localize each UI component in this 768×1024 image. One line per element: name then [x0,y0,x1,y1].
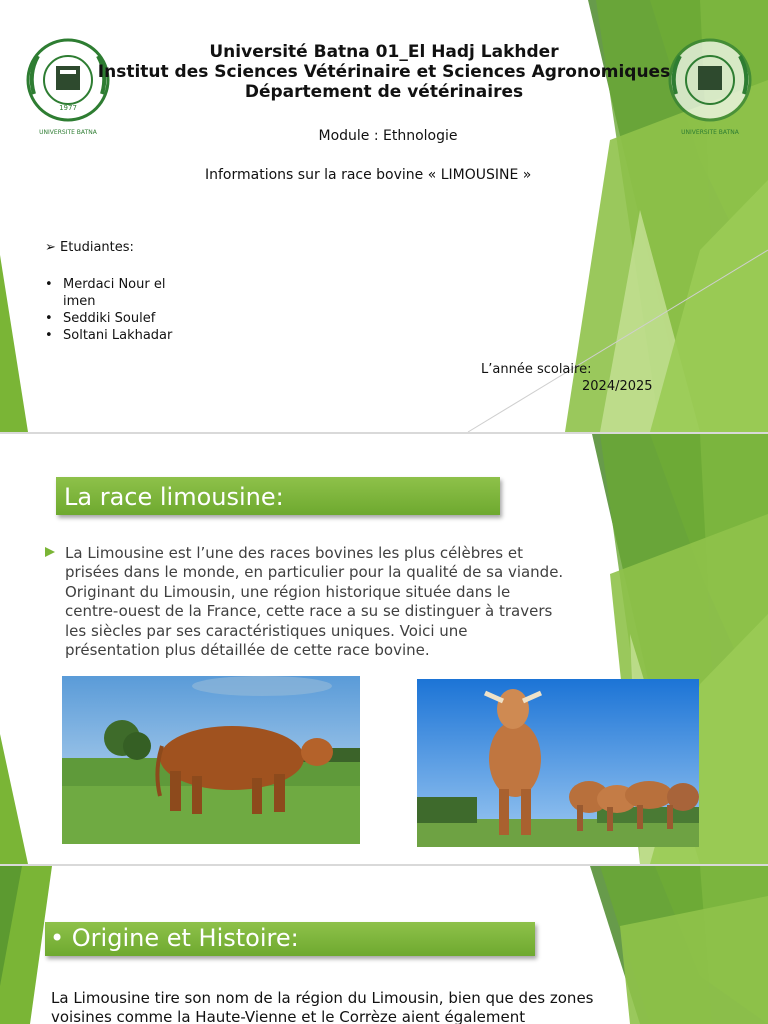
subject-line: Informations sur la race bovine « LIMOUSINE » [205,167,532,183]
university-name: Université Batna 01_El Hadj Lakhder [209,42,559,62]
header-block [0,42,768,102]
origin-paragraph [51,989,593,1024]
limousin-herd-photo [417,679,699,847]
slide-title: La race limousine: [64,483,284,511]
slide-title-banner [56,477,500,515]
limousin-bull-photo [62,676,360,844]
paragraph-line: voisines comme la Haute-Vienne et le Corrèze aient également [51,1008,526,1024]
institute-name: Institut des Sciences Vétérinaire et Sciences Agronomiques [97,62,671,82]
svg-text:1977: 1977 [59,104,77,112]
slide-title: • Origine et Histoire: [50,924,299,952]
triangle-bullet-icon [45,547,55,557]
origin-history-slide [0,866,768,1024]
svg-text:UNIVERSITE BATNA: UNIVERSITE BATNA [681,129,739,136]
title-slide [0,0,768,432]
list-item: • Seddiki Soulef [45,310,195,327]
school-year: 2024/2025 [582,379,653,394]
arrow-bullet-icon: ➢ [45,240,56,255]
year-label: L’année scolaire: [481,362,592,377]
svg-text:UNIVERSITE BATNA: UNIVERSITE BATNA [39,129,97,136]
department-name: Département de vétérinaires [244,82,524,102]
students-heading [45,240,134,255]
module-label: Module : Ethnologie [318,128,458,144]
slide-title-banner [45,922,535,956]
breed-intro-slide [0,434,768,864]
students-list [45,276,195,344]
intro-paragraph: La Limousine est l’une des races bovines les plus célèbres et prisées dans le monde, en particulier pour la qualité de sa viande. Originant du Limousin, une région historique située dans le centre-ouest de la France, cette race a su se distinguer à travers les siècles par ses caractéristiques uniques. Voici une présentation plus détaillée de cette race bovine. [65,544,564,660]
students-label: Etudiantes: [60,240,134,255]
paragraph-line: La Limousine tire son nom de la région du Limousin, bien que des zones [51,989,594,1007]
list-item: • Merdaci Nour el imen [45,276,195,310]
list-item: • Soltani Lakhadar [45,327,195,344]
